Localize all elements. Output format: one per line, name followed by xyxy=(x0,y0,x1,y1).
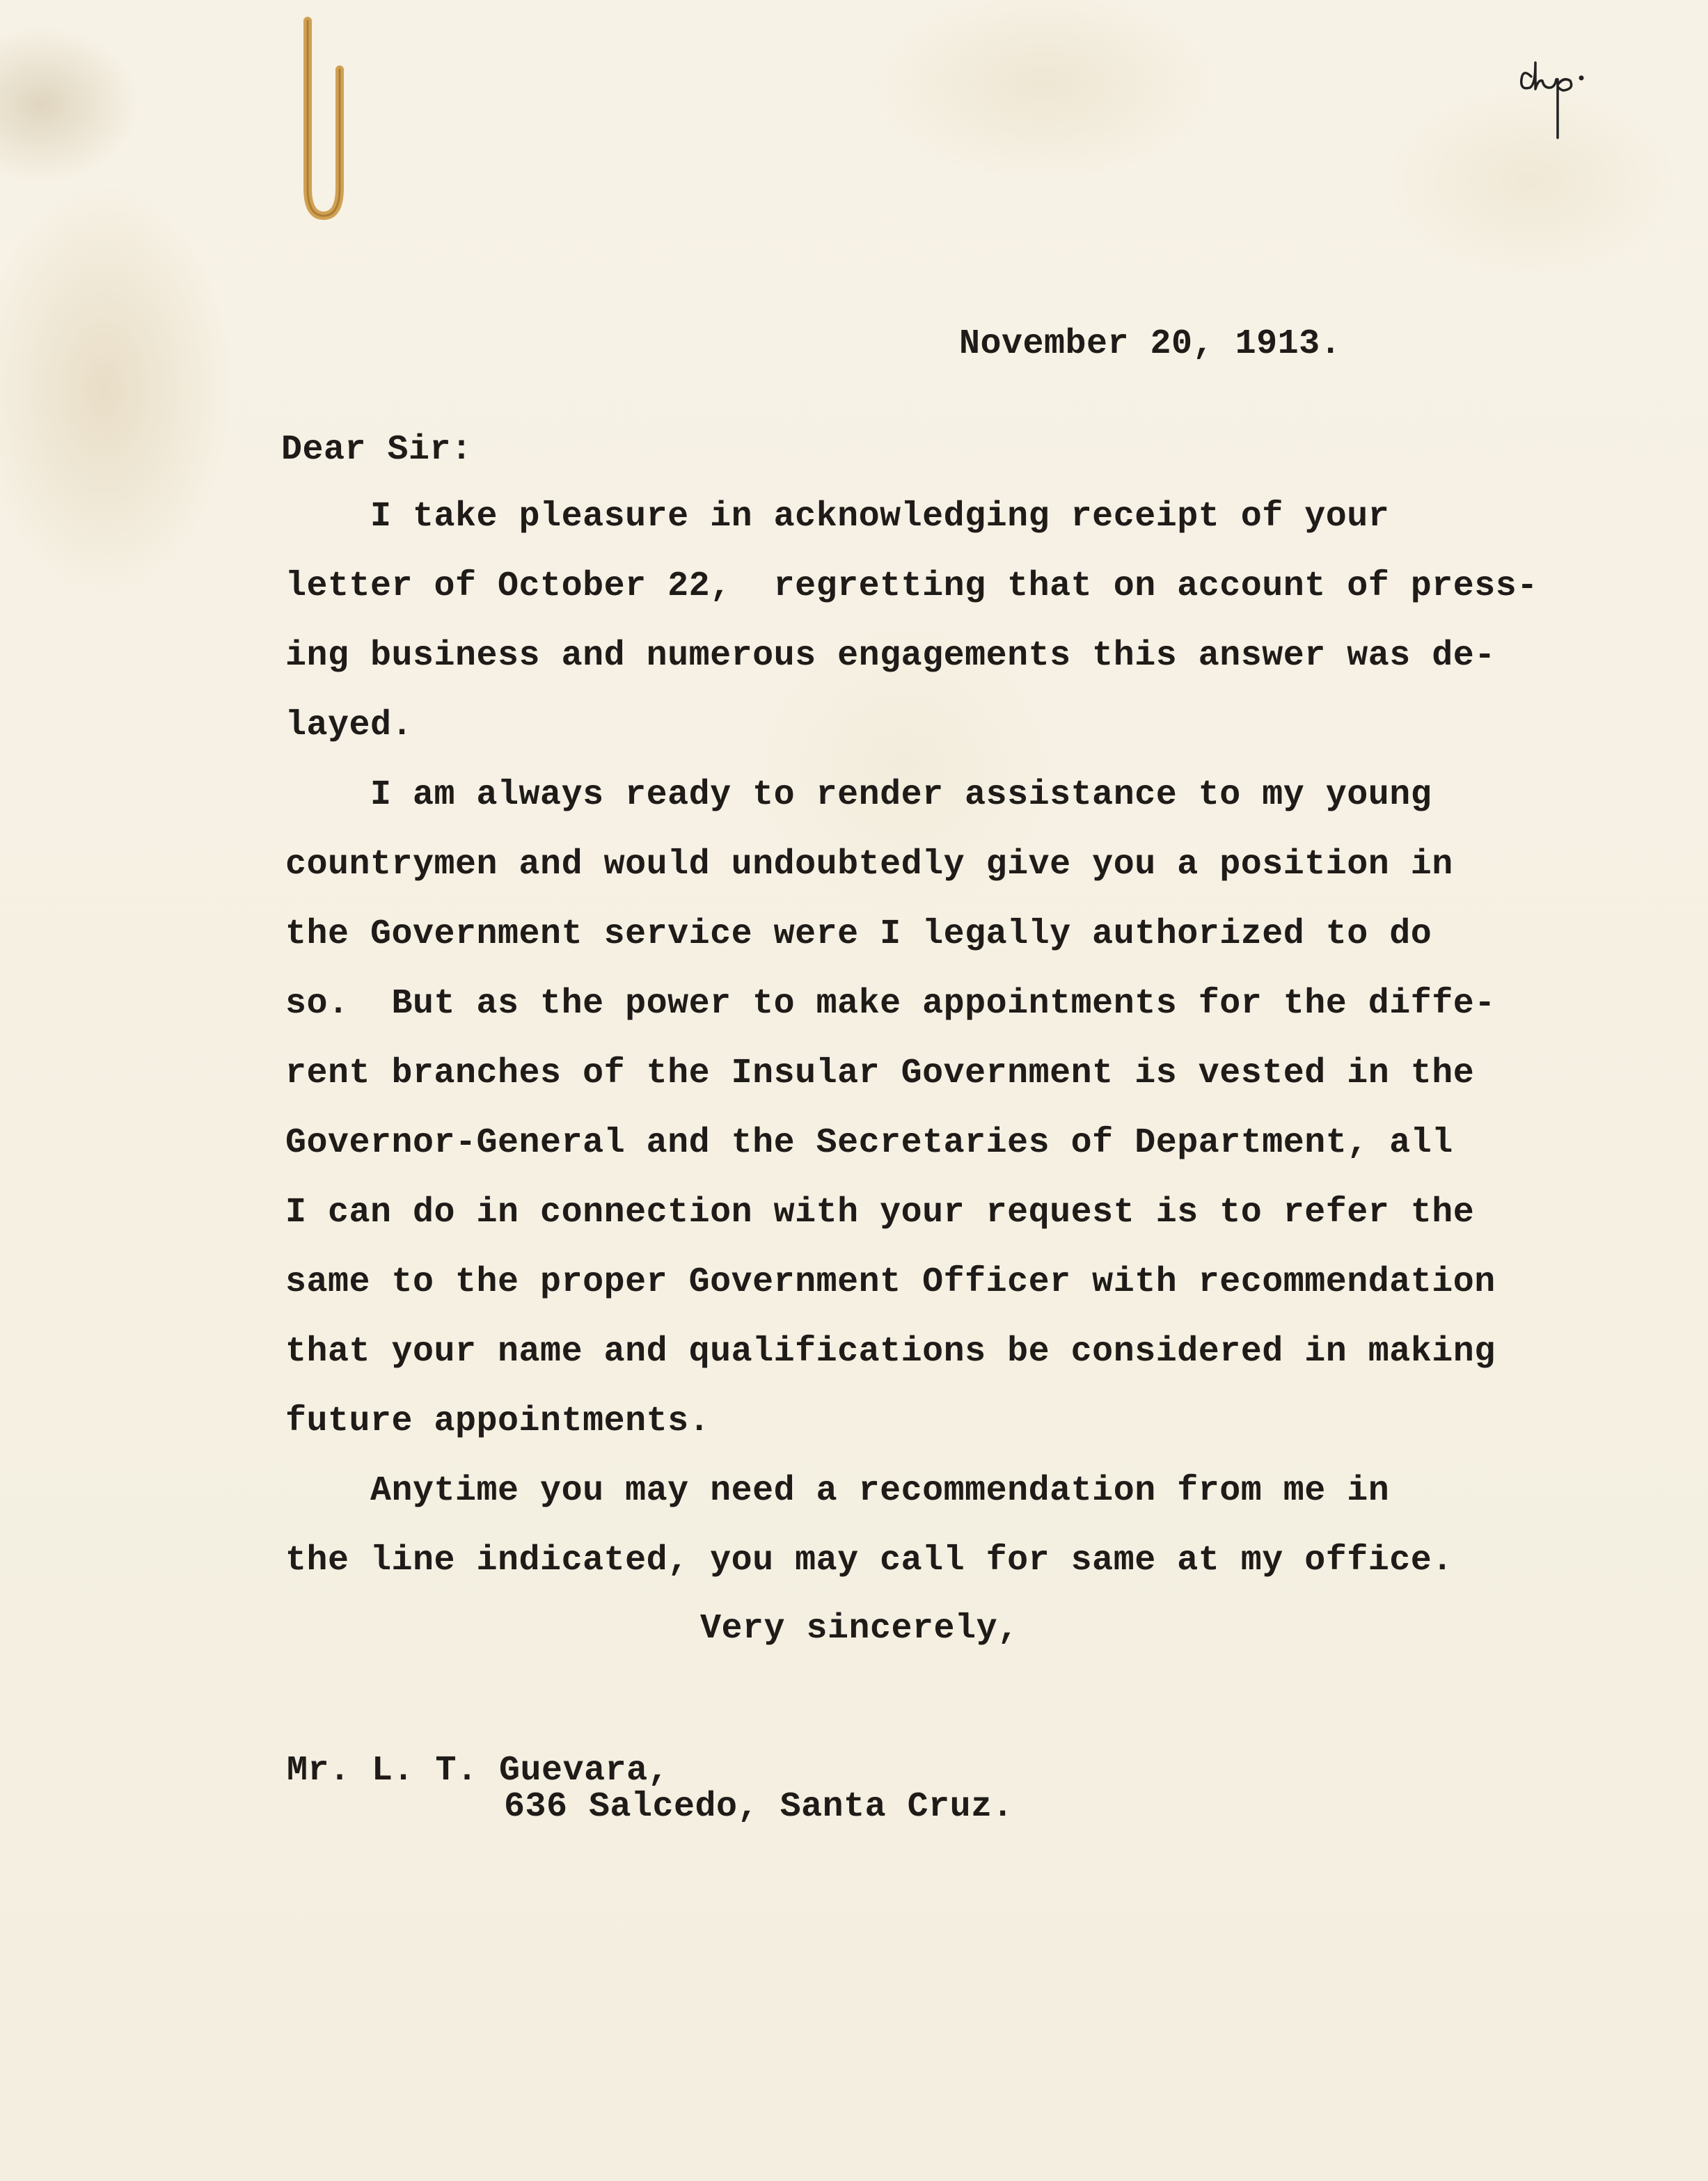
body-line: the line indicated, you may call for same at my office. xyxy=(285,1541,1453,1580)
body-line: countrymen and would undoubtedly give you a position in xyxy=(285,845,1453,885)
body-line: layed. xyxy=(285,706,413,745)
recipient-address: 636 Salcedo, Santa Cruz. xyxy=(504,1787,1014,1827)
body-line: I can do in connection with your request is to refer the xyxy=(285,1193,1475,1232)
body-line: Anytime you may need a recommendation from me in xyxy=(285,1471,1390,1511)
handwritten-dup-mark xyxy=(1517,49,1629,146)
recipient-name: Mr. L. T. Guevara, xyxy=(287,1751,670,1791)
body-line: ing business and numerous engagements this answer was de- xyxy=(285,636,1496,676)
closing: Very sincerely, xyxy=(700,1609,1019,1649)
body-line: I am always ready to render assistance to my young xyxy=(285,775,1432,815)
body-line: that your name and qualifications be considered in making xyxy=(285,1332,1496,1372)
body-line: the Government service were I legally authorized to do xyxy=(285,914,1432,954)
body-line: future appointments. xyxy=(285,1402,711,1441)
body-line: letter of October 22, regretting that on account of press- xyxy=(285,566,1538,606)
body-line: I take pleasure in acknowledging receipt of your xyxy=(285,497,1390,537)
body-line: so. But as the power to make appointments for the diffe- xyxy=(285,984,1496,1024)
paper-clip-stain-icon xyxy=(292,14,348,223)
handwritten-annotation xyxy=(1517,49,1629,146)
body-line: Governor-General and the Secretaries of Department, all xyxy=(285,1123,1453,1163)
salutation: Dear Sir: xyxy=(281,430,473,470)
body-line: same to the proper Government Officer with recommendation xyxy=(285,1262,1496,1302)
letter-date: November 20, 1913. xyxy=(959,324,1342,364)
body-line: rent branches of the Insular Government is vested in the xyxy=(285,1054,1475,1093)
